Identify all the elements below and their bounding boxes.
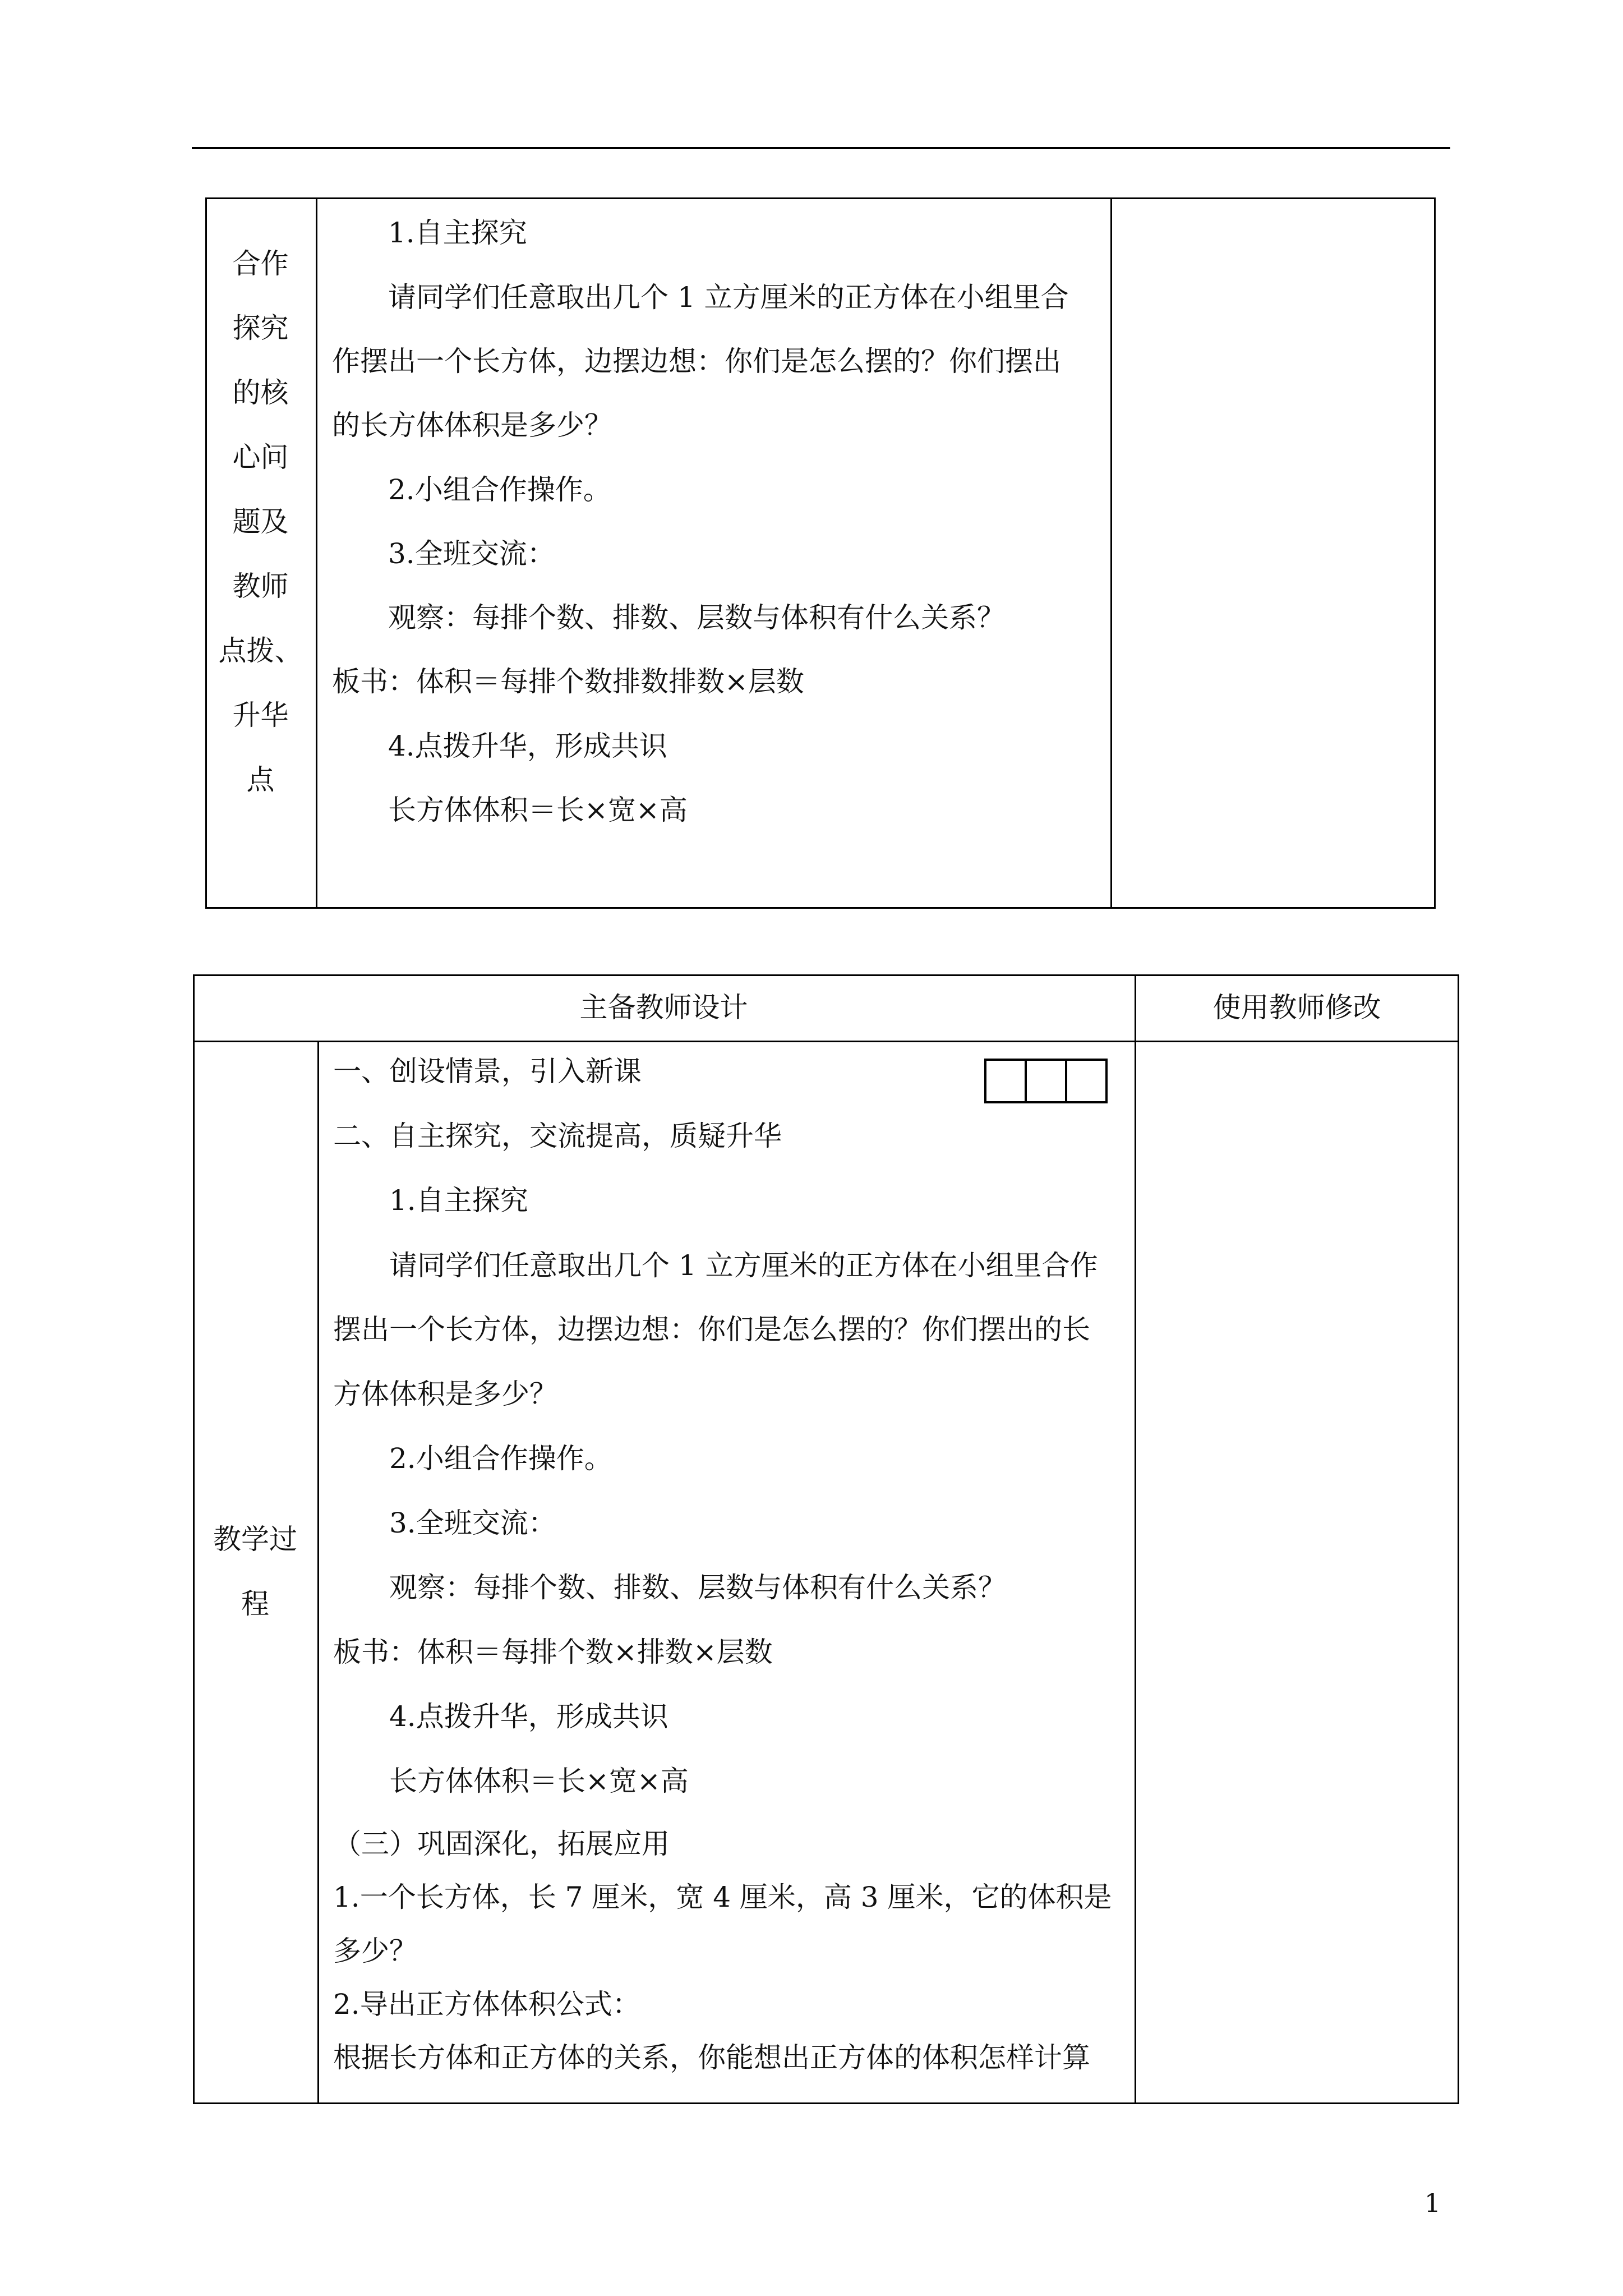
table-2-divider-right [1135, 974, 1136, 2104]
table-2-divider-left [317, 1041, 319, 2104]
table-1-divider-right [1110, 197, 1112, 909]
table-2-content-line: 根据长方体和正方体的关系，你能想出正方体的体积怎样计算 [333, 2041, 1090, 2074]
table-1-label-line: 合作 [232, 247, 289, 280]
table-2-content-line: 长方体体积＝长×宽×高 [389, 1765, 689, 1797]
table-2-label-line: 教学过 [213, 1523, 297, 1556]
table-1-divider-left [316, 197, 317, 909]
table-1-content-line: 请同学们任意取出几个 1 立方厘米的正方体在小组里合 [388, 281, 1069, 314]
table-2-content-line: 摆出一个长方体，边摆边想：你们是怎么摆的？你们摆出的长 [333, 1313, 1090, 1346]
table-1-label-line: 心问 [232, 441, 289, 473]
tally-boxes [984, 1059, 1108, 1103]
table-1-label-line: 点 [246, 763, 275, 796]
table-2-content-line: 3.全班交流： [389, 1507, 556, 1539]
table-1-content-line: 作摆出一个长方体，边摆边想：你们是怎么摆的？你们摆出 [332, 345, 1061, 378]
table-2-content-line: 观察：每排个数、排数、层数与体积有什么关系？ [389, 1571, 1006, 1604]
table-2-content-line: 板书：体积＝每排个数×排数×层数 [333, 1636, 773, 1668]
table-1-content-line: 1.自主探究 [388, 217, 527, 249]
table-1-label-line: 的核 [232, 376, 289, 409]
table-2-header-modify: 使用教师修改 [1212, 991, 1381, 1024]
table-2-content-line: 多少？ [333, 1935, 417, 1967]
table-1-label-line: 探究 [232, 312, 289, 344]
table-2-content-line: 一、创设情景，引入新课 [333, 1055, 642, 1088]
table-2-content-line: （三）巩固深化，拓展应用 [333, 1828, 670, 1860]
header-rule [192, 147, 1450, 149]
table-2-content-line: 1.自主探究 [389, 1184, 528, 1217]
table-1-content-line: 3.全班交流： [388, 537, 555, 570]
table-2-content-line: 4.点拨升华，形成共识 [389, 1700, 668, 1733]
table-1-content-line: 的长方体体积是多少？ [332, 409, 612, 441]
table-1-content-line: 观察：每排个数、排数、层数与体积有什么关系？ [388, 601, 1005, 634]
table-1-label-line: 点拨、 [218, 634, 303, 667]
table-2-content-line: 2.小组合作操作。 [389, 1442, 612, 1475]
table-2-content-line: 2.导出正方体体积公式： [333, 1988, 640, 2021]
table-1-label-line: 升华 [232, 699, 289, 731]
table-2-header-design: 主备教师设计 [579, 991, 748, 1024]
table-2-content-line: 二、自主探究，交流提高，质疑升华 [333, 1120, 782, 1152]
table-2-content-line: 方体体积是多少？ [333, 1378, 557, 1410]
table-1-content-line: 板书：体积＝每排个数排数排数×层数 [332, 665, 804, 698]
table-1-label-line: 教师 [232, 570, 289, 602]
table-1-content-line: 长方体体积＝长×宽×高 [388, 794, 688, 826]
table-1-content-line: 2.小组合作操作。 [388, 473, 611, 506]
table-2-label-line: 程 [241, 1588, 269, 1620]
table-2-header-rule [193, 1041, 1459, 1042]
table-2-content-line: 1.一个长方体，长 7 厘米，宽 4 厘米，高 3 厘米，它的体积是 [333, 1881, 1112, 1913]
page-number: 1 [1424, 2188, 1441, 2218]
table-1-content-line: 4.点拨升华，形成共识 [388, 730, 667, 762]
table-2-content-line: 请同学们任意取出几个 1 立方厘米的正方体在小组里合作 [389, 1249, 1098, 1282]
table-1-label-line: 题及 [232, 505, 289, 538]
